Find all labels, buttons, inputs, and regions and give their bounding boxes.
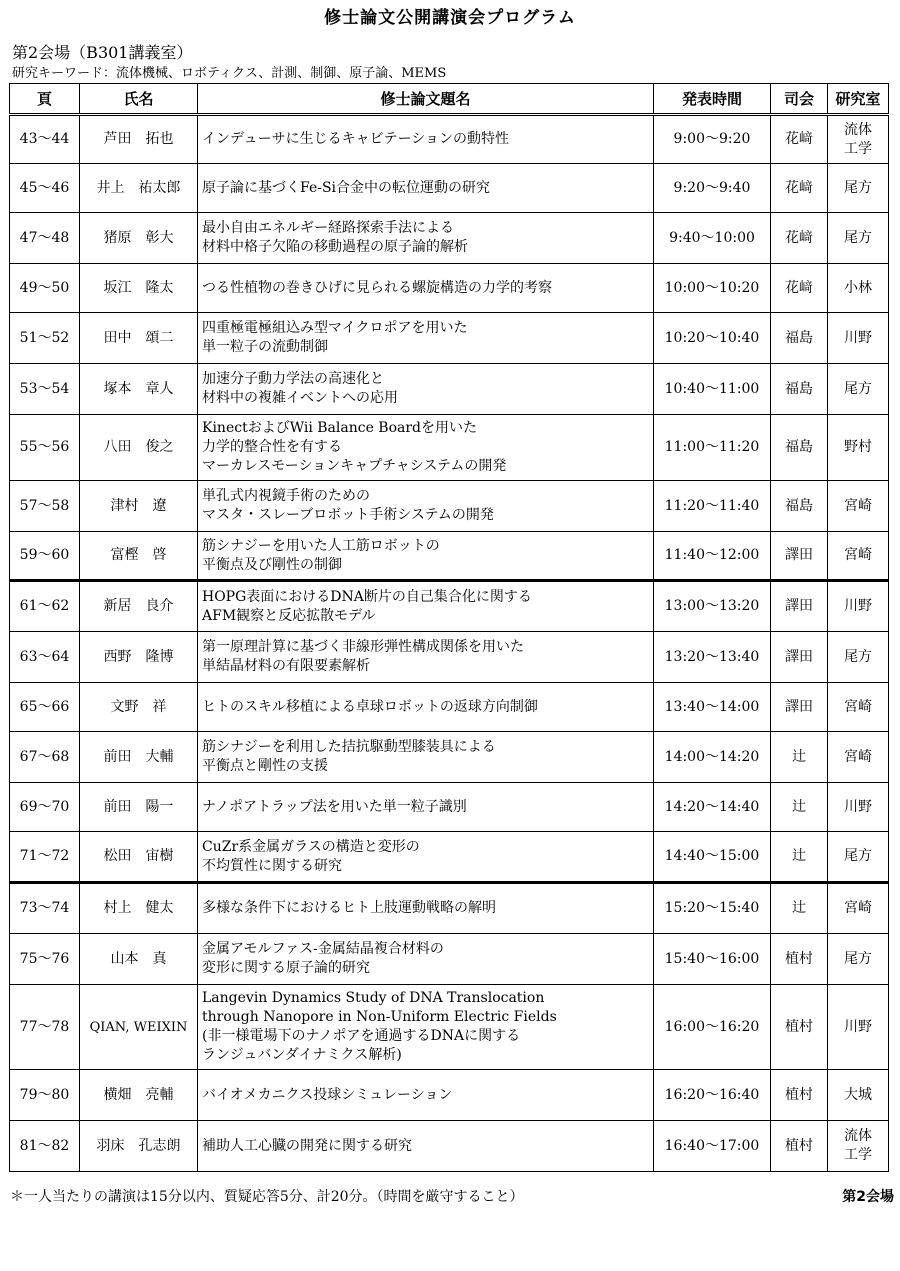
lab-line: 尾方 bbox=[844, 380, 872, 397]
thesis-title-line: 筋シナジーを利用した拮抗駆動型膝装具による bbox=[202, 739, 496, 755]
thesis-title-line: 変形に関する原子論的研究 bbox=[202, 960, 370, 976]
thesis-title-line: (非一様電場下のナノポアを通過するDNAに関する bbox=[202, 1028, 521, 1044]
cell-page: 57～58 bbox=[10, 481, 80, 532]
cell-lab bbox=[828, 732, 889, 783]
cell-chair: 辻 bbox=[771, 732, 828, 783]
cell-name: 猪原 彰大 bbox=[80, 213, 198, 264]
cell-time: 10:00～10:20 bbox=[654, 264, 771, 313]
cell-chair: 譯田 bbox=[771, 683, 828, 732]
cell-thesis-title bbox=[198, 985, 654, 1070]
lab-line: 流体 bbox=[844, 121, 872, 138]
cell-lab bbox=[828, 532, 889, 581]
lab-line: 工学 bbox=[844, 1147, 872, 1163]
cell-chair: 植村 bbox=[771, 985, 828, 1070]
cell-page: 65～66 bbox=[10, 683, 80, 732]
cell-lab bbox=[828, 1121, 889, 1172]
cell-lab bbox=[828, 632, 889, 683]
cell-time: 16:20～16:40 bbox=[654, 1070, 771, 1121]
cell-time: 13:40～14:00 bbox=[654, 683, 771, 732]
lab-line: 工学 bbox=[844, 140, 872, 157]
thesis-title-line: 最小自由エネルギー経路探索手法による bbox=[202, 220, 454, 236]
table-row bbox=[10, 783, 889, 832]
cell-thesis-title bbox=[198, 313, 654, 364]
thesis-title-line: マーカレスモーションキャプチャシステムの開発 bbox=[202, 458, 507, 474]
cell-thesis-title bbox=[198, 1121, 654, 1172]
cell-time: 16:40～17:00 bbox=[654, 1121, 771, 1172]
cell-chair: 辻 bbox=[771, 832, 828, 883]
cell-name: 田中 頌二 bbox=[80, 313, 198, 364]
thesis-title-line: AFM観察と反応拡散モデル bbox=[202, 607, 376, 624]
table-body bbox=[10, 115, 889, 1172]
lab-line: 宮崎 bbox=[844, 900, 872, 916]
cell-page: 69～70 bbox=[10, 783, 80, 832]
lab-line: 宮崎 bbox=[844, 698, 872, 715]
cell-time: 11:40～12:00 bbox=[654, 532, 771, 581]
lab-line: 尾方 bbox=[844, 848, 872, 864]
thesis-title-line: 単孔式内視鏡手術のための bbox=[202, 488, 370, 504]
table-row bbox=[10, 415, 889, 481]
lab-line: 小林 bbox=[844, 279, 872, 296]
cell-page: 49～50 bbox=[10, 264, 80, 313]
lab-line: 宮崎 bbox=[844, 748, 872, 765]
cell-time: 15:20～15:40 bbox=[654, 883, 771, 934]
thesis-title-line: 加速分子動力学法の高速化と bbox=[202, 371, 384, 387]
cell-page: 73～74 bbox=[10, 883, 80, 934]
thesis-title-line: 材料中の複雑イベントへの応用 bbox=[202, 390, 398, 406]
cell-chair: 花﨑 bbox=[771, 115, 828, 164]
document-title: 修士論文公開講演会プログラム bbox=[324, 8, 576, 28]
cell-name: 山本 真 bbox=[80, 934, 198, 985]
table-row bbox=[10, 213, 889, 264]
cell-thesis-title bbox=[198, 164, 654, 213]
lab-line: 尾方 bbox=[844, 648, 872, 665]
cell-name: 八田 俊之 bbox=[80, 415, 198, 481]
cell-thesis-title bbox=[198, 532, 654, 581]
header-chair: 司会 bbox=[771, 84, 828, 115]
cell-page: 71～72 bbox=[10, 832, 80, 883]
cell-time: 15:40～16:00 bbox=[654, 934, 771, 985]
cell-chair: 譯田 bbox=[771, 532, 828, 581]
cell-name: 富樫 啓 bbox=[80, 532, 198, 581]
thesis-title-line: 金属アモルファス-金属結晶複合材料の bbox=[202, 941, 444, 957]
cell-time: 16:00～16:20 bbox=[654, 985, 771, 1070]
cell-page: 45～46 bbox=[10, 164, 80, 213]
cell-lab bbox=[828, 264, 889, 313]
cell-chair: 福島 bbox=[771, 364, 828, 415]
thesis-title-line: 第一原理計算に基づく非線形弾性構成関係を用いた bbox=[202, 639, 524, 655]
cell-name: 新居 良介 bbox=[80, 581, 198, 632]
cell-lab bbox=[828, 213, 889, 264]
cell-chair: 福島 bbox=[771, 415, 828, 481]
thesis-title-line: 多様な条件下におけるヒト上肢運動戦略の解明 bbox=[202, 900, 496, 916]
cell-page: 77～78 bbox=[10, 985, 80, 1070]
lab-line: 野村 bbox=[844, 439, 872, 455]
cell-thesis-title bbox=[198, 581, 654, 632]
cell-page: 47～48 bbox=[10, 213, 80, 264]
thesis-title-line: ナノポアトラップ法を用いた単一粒子識別 bbox=[202, 798, 467, 815]
cell-thesis-title bbox=[198, 832, 654, 883]
cell-time: 9:00～9:20 bbox=[654, 115, 771, 164]
thesis-title-line: CuZr系金属ガラスの構造と変形の bbox=[202, 838, 420, 855]
thesis-title-line: 力学的整合性を有する bbox=[202, 439, 342, 455]
cell-name: 村上 健太 bbox=[80, 883, 198, 934]
cell-name: 西野 隆博 bbox=[80, 632, 198, 683]
cell-page: 81～82 bbox=[10, 1121, 80, 1172]
cell-chair: 植村 bbox=[771, 1070, 828, 1121]
cell-time: 10:20～10:40 bbox=[654, 313, 771, 364]
thesis-title-line: 筋シナジーを用いた人工筋ロボットの bbox=[202, 537, 440, 554]
lab-line: 川野 bbox=[844, 1018, 872, 1035]
lab-line: 川野 bbox=[844, 598, 872, 614]
cell-name: 井上 祐太郎 bbox=[80, 164, 198, 213]
cell-name: 横畑 亮輔 bbox=[80, 1070, 198, 1121]
lab-line: 宮崎 bbox=[844, 547, 872, 563]
cell-time: 11:00～11:20 bbox=[654, 415, 771, 481]
cell-name: 前田 陽一 bbox=[80, 783, 198, 832]
table-row bbox=[10, 115, 889, 164]
cell-thesis-title bbox=[198, 632, 654, 683]
cell-time: 10:40～11:00 bbox=[654, 364, 771, 415]
table-header-row bbox=[10, 84, 889, 115]
cell-time: 14:00～14:20 bbox=[654, 732, 771, 783]
cell-chair: 花﨑 bbox=[771, 264, 828, 313]
table-row bbox=[10, 481, 889, 532]
cell-page: 51～52 bbox=[10, 313, 80, 364]
thesis-title-line: KinectおよびWii Balance Boardを用いた bbox=[202, 420, 478, 436]
thesis-title-line: マスタ・スレーブロボット手術システムの開発 bbox=[202, 507, 494, 523]
thesis-title-line: 単一粒子の流動制御 bbox=[202, 339, 328, 355]
cell-lab bbox=[828, 313, 889, 364]
thesis-title-line: 補助人工心臓の開発に関する研究 bbox=[202, 1137, 412, 1154]
table-row bbox=[10, 1121, 889, 1172]
thesis-title-line: through Nanopore in Non-Uniform Electric Fields bbox=[202, 1009, 557, 1025]
lab-line: 大城 bbox=[844, 1086, 872, 1103]
cell-name: 芦田 拓也 bbox=[80, 115, 198, 164]
thesis-title-line: つる性植物の巻きひげに見られる螺旋構造の力学的考察 bbox=[202, 279, 552, 296]
cell-lab bbox=[828, 364, 889, 415]
table-row bbox=[10, 313, 889, 364]
cell-lab bbox=[828, 481, 889, 532]
cell-time: 13:20～13:40 bbox=[654, 632, 771, 683]
cell-thesis-title bbox=[198, 264, 654, 313]
cell-name: 塚本 章人 bbox=[80, 364, 198, 415]
table-row bbox=[10, 632, 889, 683]
research-keywords: 研究キーワード：流体機械、ロボティクス、計測、制御、原子論、MEMS bbox=[12, 66, 447, 81]
cell-lab bbox=[828, 985, 889, 1070]
cell-name: QIAN, WEIXIN bbox=[80, 985, 198, 1070]
cell-lab bbox=[828, 164, 889, 213]
thesis-title-line: 平衡点及び剛性の制御 bbox=[202, 556, 342, 573]
thesis-title-line: ヒトのスキル移植による卓球ロボットの返球方向制御 bbox=[202, 698, 538, 715]
lab-line: 川野 bbox=[844, 329, 872, 346]
thesis-title-line: HOPG表面におけるDNA断片の自己集合化に関する bbox=[202, 588, 532, 605]
table-row bbox=[10, 683, 889, 732]
header-name: 氏名 bbox=[80, 84, 198, 115]
lab-line: 川野 bbox=[844, 798, 872, 815]
thesis-title-line: ランジュバンダイナミクス解析) bbox=[202, 1047, 402, 1063]
cell-thesis-title bbox=[198, 732, 654, 783]
cell-name: 文野 祥 bbox=[80, 683, 198, 732]
cell-thesis-title bbox=[198, 481, 654, 532]
cell-lab bbox=[828, 783, 889, 832]
table-row bbox=[10, 264, 889, 313]
thesis-title-line: バイオメカニクス投球シミュレーション bbox=[202, 1086, 453, 1103]
thesis-title-line: Langevin Dynamics Study of DNA Translocation bbox=[202, 990, 545, 1006]
cell-time: 9:20～9:40 bbox=[654, 164, 771, 213]
lab-line: 宮崎 bbox=[844, 497, 872, 514]
cell-name: 松田 宙樹 bbox=[80, 832, 198, 883]
thesis-title-line: 単結晶材料の有限要素解析 bbox=[202, 658, 370, 674]
table-row bbox=[10, 581, 889, 632]
cell-thesis-title bbox=[198, 1070, 654, 1121]
cell-page: 79～80 bbox=[10, 1070, 80, 1121]
cell-chair: 譯田 bbox=[771, 632, 828, 683]
cell-chair: 植村 bbox=[771, 934, 828, 985]
thesis-title-line: 四重極電極組込み型マイクロポアを用いた bbox=[202, 320, 468, 336]
cell-time: 14:40～15:00 bbox=[654, 832, 771, 883]
thesis-title-line: 平衡点と剛性の支援 bbox=[202, 758, 328, 774]
cell-lab bbox=[828, 934, 889, 985]
footer-venue-label: 第2会場 bbox=[842, 1189, 894, 1205]
cell-thesis-title bbox=[198, 415, 654, 481]
table-row bbox=[10, 364, 889, 415]
cell-chair: 花﨑 bbox=[771, 164, 828, 213]
lab-line: 流体 bbox=[844, 1128, 872, 1144]
cell-thesis-title bbox=[198, 683, 654, 732]
thesis-title-line: 原子論に基づくFe-Si合金中の転位運動の研究 bbox=[202, 179, 491, 196]
cell-thesis-title bbox=[198, 213, 654, 264]
cell-page: 53～54 bbox=[10, 364, 80, 415]
thesis-title-line: 不均質性に関する研究 bbox=[202, 857, 342, 874]
thesis-title-line: インデューサに生じるキャビテーションの動特性 bbox=[202, 131, 510, 147]
header-time: 発表時間 bbox=[654, 84, 771, 115]
thesis-title-line: 材料中格子欠陥の移動過程の原子論的解析 bbox=[202, 239, 468, 255]
cell-chair: 植村 bbox=[771, 1121, 828, 1172]
cell-page: 75～76 bbox=[10, 934, 80, 985]
cell-page: 61～62 bbox=[10, 581, 80, 632]
footnote: ＊一人当たりの講演は15分以内、質疑応答5分、計20分。（時間を厳守すること） bbox=[10, 1189, 524, 1205]
cell-chair: 辻 bbox=[771, 883, 828, 934]
cell-lab bbox=[828, 115, 889, 164]
cell-page: 67～68 bbox=[10, 732, 80, 783]
lab-line: 尾方 bbox=[844, 950, 872, 967]
cell-thesis-title bbox=[198, 883, 654, 934]
cell-lab bbox=[828, 683, 889, 732]
cell-time: 13:00～13:20 bbox=[654, 581, 771, 632]
cell-lab bbox=[828, 832, 889, 883]
table-row bbox=[10, 832, 889, 883]
cell-thesis-title bbox=[198, 364, 654, 415]
cell-thesis-title bbox=[198, 115, 654, 164]
cell-name: 前田 大輔 bbox=[80, 732, 198, 783]
header-lab: 研究室 bbox=[828, 84, 889, 115]
cell-lab bbox=[828, 883, 889, 934]
cell-time: 14:20～14:40 bbox=[654, 783, 771, 832]
table-row bbox=[10, 985, 889, 1070]
cell-chair: 福島 bbox=[771, 481, 828, 532]
lab-line: 尾方 bbox=[844, 179, 872, 196]
program-table bbox=[9, 83, 889, 1172]
cell-page: 55～56 bbox=[10, 415, 80, 481]
table-row bbox=[10, 164, 889, 213]
cell-name: 津村 遼 bbox=[80, 481, 198, 532]
cell-lab bbox=[828, 1070, 889, 1121]
table-row bbox=[10, 883, 889, 934]
cell-time: 9:40～10:00 bbox=[654, 213, 771, 264]
table-row bbox=[10, 732, 889, 783]
cell-chair: 辻 bbox=[771, 783, 828, 832]
cell-page: 63～64 bbox=[10, 632, 80, 683]
cell-time: 11:20～11:40 bbox=[654, 481, 771, 532]
cell-chair: 福島 bbox=[771, 313, 828, 364]
table-row bbox=[10, 532, 889, 581]
table-row bbox=[10, 1070, 889, 1121]
header-page: 頁 bbox=[10, 84, 80, 115]
cell-page: 59～60 bbox=[10, 532, 80, 581]
lab-line: 尾方 bbox=[844, 229, 872, 246]
cell-page: 43～44 bbox=[10, 115, 80, 164]
cell-thesis-title bbox=[198, 934, 654, 985]
venue-label: 第2会場（B301講義室） bbox=[12, 43, 193, 62]
header-title: 修士論文題名 bbox=[198, 84, 654, 115]
table-row bbox=[10, 934, 889, 985]
cell-chair: 花﨑 bbox=[771, 213, 828, 264]
cell-name: 羽床 孔志朗 bbox=[80, 1121, 198, 1172]
cell-thesis-title bbox=[198, 783, 654, 832]
cell-chair: 譯田 bbox=[771, 581, 828, 632]
cell-lab bbox=[828, 581, 889, 632]
cell-lab bbox=[828, 415, 889, 481]
cell-name: 坂江 隆太 bbox=[80, 264, 198, 313]
